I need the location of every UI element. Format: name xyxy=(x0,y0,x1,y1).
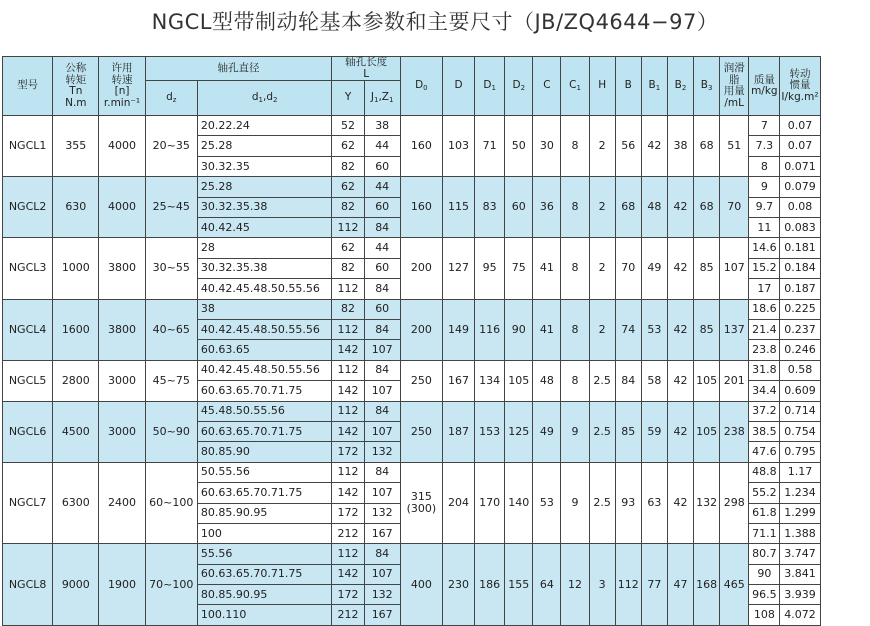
page-title: NGCL型带制动轮基本参数和主要尺寸（JB/ZQ4644−97） xyxy=(151,10,719,34)
cell-J1Z1: 60 xyxy=(364,197,400,217)
cell-d: 127 xyxy=(442,238,474,299)
cell-d1: 170 xyxy=(475,462,505,544)
cell-mass: 7 xyxy=(749,116,780,136)
cell-c1: 12 xyxy=(561,544,589,626)
cell-inertia: 0.071 xyxy=(780,156,820,176)
cell-b2: 42 xyxy=(667,462,693,544)
cell-torque: 630 xyxy=(53,177,99,238)
cell-J1Z1: 84 xyxy=(364,279,400,299)
cell-c1: 9 xyxy=(561,462,589,544)
table-row xyxy=(3,177,866,197)
cell-b1: 77 xyxy=(641,544,667,626)
cell-Y: 142 xyxy=(332,340,364,360)
cell-mass: 7.3 xyxy=(749,136,780,156)
cell-d2: 50 xyxy=(505,116,533,177)
cell-dz: 70~100 xyxy=(145,544,197,626)
cell-model: NGCL1 xyxy=(3,116,53,177)
cell-inertia: 0.187 xyxy=(780,279,820,299)
header-bore-diameter: 轴孔直径 xyxy=(145,57,332,81)
cell-Y: 82 xyxy=(332,299,364,319)
cell-Y: 82 xyxy=(332,197,364,217)
cell-torque: 6300 xyxy=(53,462,99,544)
cell-Y: 212 xyxy=(332,523,364,543)
cell-mass: 71.1 xyxy=(749,523,780,543)
cell-b3: 132 xyxy=(694,462,720,544)
cell-Y: 112 xyxy=(332,401,364,421)
cell-inertia: 0.181 xyxy=(780,238,820,258)
cell-grease: 201 xyxy=(720,360,749,401)
cell-d1d2: 60.63.65.70.71.75 xyxy=(197,381,332,401)
cell-mass: 15.2 xyxy=(749,258,780,278)
cell-Y: 172 xyxy=(332,503,364,523)
cell-Y: 142 xyxy=(332,483,364,503)
cell-d1d2: 25.28 xyxy=(197,177,332,197)
cell-inertia: 3.747 xyxy=(780,544,820,564)
cell-c1: 8 xyxy=(561,177,589,238)
cell-mass: 8 xyxy=(749,156,780,176)
cell-Y: 112 xyxy=(332,360,364,380)
table-row xyxy=(3,401,866,421)
cell-Y: 172 xyxy=(332,585,364,605)
cell-J1Z1: 132 xyxy=(364,585,400,605)
cell-Y: 212 xyxy=(332,605,364,625)
cell-J1Z1: 107 xyxy=(364,381,400,401)
cell-dz: 20~35 xyxy=(145,116,197,177)
cell-grease: 70 xyxy=(720,177,749,238)
cell-h: 2 xyxy=(589,238,615,299)
cell-inertia: 0.237 xyxy=(780,320,820,340)
cell-inertia: 0.184 xyxy=(780,258,820,278)
cell-J1Z1: 44 xyxy=(364,177,400,197)
cell-b: 70 xyxy=(615,238,641,299)
cell-d1d2: 100.110 xyxy=(197,605,332,625)
cell-d: 204 xyxy=(442,462,474,544)
cell-d1d2: 60.63.65 xyxy=(197,340,332,360)
header-dz: $d_z$ xyxy=(145,81,197,116)
cell-J1Z1: 84 xyxy=(364,544,400,564)
cell-Y: 112 xyxy=(332,544,364,564)
cell-d1: 116 xyxy=(475,299,505,360)
cell-mass: 38.5 xyxy=(749,421,780,441)
cell-c: 41 xyxy=(533,299,561,360)
cell-b1: 53 xyxy=(641,299,667,360)
cell-inertia: 0.609 xyxy=(780,381,820,401)
cell-d1: 83 xyxy=(475,177,505,238)
cell-mass: 61.8 xyxy=(749,503,780,523)
cell-d2: 105 xyxy=(505,360,533,401)
cell-Y: 142 xyxy=(332,564,364,584)
cell-inertia: 3.841 xyxy=(780,564,820,584)
cell-Y: 82 xyxy=(332,156,364,176)
cell-J1Z1: 44 xyxy=(364,136,400,156)
cell-d1d2: 30.32.35.38 xyxy=(197,258,332,278)
cell-b3: 85 xyxy=(694,299,720,360)
cell-d1d2: 80.85.90 xyxy=(197,442,332,462)
cell-b1: 48 xyxy=(641,177,667,238)
cell-d1d2: 40.42.45.48.50.55.56 xyxy=(197,279,332,299)
cell-inertia: 0.714 xyxy=(780,401,820,421)
cell-h: 2.5 xyxy=(589,360,615,401)
cell-b3: 168 xyxy=(694,544,720,626)
cell-inertia: 1.388 xyxy=(780,523,820,543)
cell-c1: 8 xyxy=(561,299,589,360)
cell-inertia: 0.07 xyxy=(780,136,820,156)
cell-d1d2: 100 xyxy=(197,523,332,543)
cell-J1Z1: 107 xyxy=(364,340,400,360)
cell-inertia: 3.939 xyxy=(780,585,820,605)
cell-mass: 11 xyxy=(749,218,780,238)
cell-mass: 48.8 xyxy=(749,462,780,482)
cell-Y: 112 xyxy=(332,462,364,482)
cell-J1Z1: 167 xyxy=(364,523,400,543)
cell-b2: 42 xyxy=(667,238,693,299)
cell-inertia: 0.07 xyxy=(780,116,820,136)
cell-d1d2: 50.55.56 xyxy=(197,462,332,482)
cell-c: 64 xyxy=(533,544,561,626)
cell-speed: 3000 xyxy=(99,401,145,462)
cell-d1d2: 28 xyxy=(197,238,332,258)
cell-mass: 37.2 xyxy=(749,401,780,421)
cell-inertia: 0.08 xyxy=(780,197,820,217)
header-torque: 公称 转矩 Tn N.m xyxy=(53,57,99,116)
cell-c: 48 xyxy=(533,360,561,401)
cell-Y: 82 xyxy=(332,258,364,278)
cell-mass: 18.6 xyxy=(749,299,780,319)
table-row xyxy=(3,360,866,380)
header-H: H xyxy=(589,57,615,116)
header-D: D xyxy=(442,57,474,116)
cell-d1: 95 xyxy=(475,238,505,299)
header-grease: 润滑 脂 用量 /mL xyxy=(720,57,749,116)
header-B: B xyxy=(615,57,641,116)
cell-h: 2 xyxy=(589,116,615,177)
cell-d1d2: 60.63.65.70.71.75 xyxy=(197,483,332,503)
cell-speed: 3000 xyxy=(99,360,145,401)
cell-b2: 47 xyxy=(667,544,693,626)
header-mass: 质量 m/kg xyxy=(749,57,780,116)
cell-speed: 4000 xyxy=(99,177,145,238)
cell-mass: 47.6 xyxy=(749,442,780,462)
header-D2: $D_2$ xyxy=(505,57,533,116)
cell-J1Z1: 132 xyxy=(364,442,400,462)
cell-mass: 9 xyxy=(749,177,780,197)
cell-inertia: 0.754 xyxy=(780,421,820,441)
cell-d: 149 xyxy=(442,299,474,360)
cell-c1: 8 xyxy=(561,238,589,299)
cell-d2: 140 xyxy=(505,462,533,544)
cell-c: 41 xyxy=(533,238,561,299)
cell-d0: 200 xyxy=(400,299,442,360)
table-body xyxy=(3,116,866,626)
cell-b1: 59 xyxy=(641,401,667,462)
cell-J1Z1: 132 xyxy=(364,503,400,523)
cell-mass: 34.4 xyxy=(749,381,780,401)
cell-torque: 355 xyxy=(53,116,99,177)
cell-J1Z1: 38 xyxy=(364,116,400,136)
cell-mass: 80.7 xyxy=(749,544,780,564)
cell-d0: 250 xyxy=(400,360,442,401)
cell-mass: 17 xyxy=(749,279,780,299)
cell-b2: 42 xyxy=(667,177,693,238)
cell-d2: 155 xyxy=(505,544,533,626)
cell-grease: 238 xyxy=(720,401,749,462)
cell-h: 2 xyxy=(589,177,615,238)
cell-J1Z1: 84 xyxy=(364,320,400,340)
cell-c1: 8 xyxy=(561,360,589,401)
cell-d1d2: 30.32.35 xyxy=(197,156,332,176)
cell-dz: 25~45 xyxy=(145,177,197,238)
cell-b2: 42 xyxy=(667,299,693,360)
cell-b1: 42 xyxy=(641,116,667,177)
cell-h: 2.5 xyxy=(589,462,615,544)
header-bore-length: 轴孔长度 L xyxy=(332,57,400,81)
cell-h: 2 xyxy=(589,299,615,360)
cell-dz: 30~55 xyxy=(145,238,197,299)
cell-b: 112 xyxy=(615,544,641,626)
cell-b3: 68 xyxy=(694,177,720,238)
table-row xyxy=(3,462,866,482)
cell-d: 103 xyxy=(442,116,474,177)
cell-d1d2: 40.42.45.48.50.55.56 xyxy=(197,360,332,380)
cell-b3: 68 xyxy=(694,116,720,177)
cell-model: NGCL5 xyxy=(3,360,53,401)
cell-grease: 107 xyxy=(720,238,749,299)
cell-J1Z1: 84 xyxy=(364,462,400,482)
cell-inertia: 1.234 xyxy=(780,483,820,503)
cell-d0: 200 xyxy=(400,238,442,299)
table-row xyxy=(3,299,866,319)
header-C1: $C_1$ xyxy=(561,57,589,116)
cell-d1d2: 38 xyxy=(197,299,332,319)
cell-d1d2: 80.85.90.95 xyxy=(197,585,332,605)
cell-speed: 3800 xyxy=(99,299,145,360)
cell-dz: 50~90 xyxy=(145,401,197,462)
cell-grease: 51 xyxy=(720,116,749,177)
cell-J1Z1: 60 xyxy=(364,258,400,278)
cell-mass: 14.6 xyxy=(749,238,780,258)
header-J1Z1: $J_1,Z_1$ xyxy=(364,81,400,116)
cell-mass: 108 xyxy=(749,605,780,625)
cell-d1d2: 30.32.35.38 xyxy=(197,197,332,217)
cell-b: 68 xyxy=(615,177,641,238)
cell-speed: 1900 xyxy=(99,544,145,626)
cell-J1Z1: 107 xyxy=(364,421,400,441)
cell-b2: 42 xyxy=(667,360,693,401)
cell-speed: 2400 xyxy=(99,462,145,544)
cell-Y: 62 xyxy=(332,238,364,258)
cell-inertia: 0.58 xyxy=(780,360,820,380)
cell-d2: 90 xyxy=(505,299,533,360)
cell-b: 56 xyxy=(615,116,641,177)
cell-h: 3 xyxy=(589,544,615,626)
cell-h: 2.5 xyxy=(589,401,615,462)
header-speed: 许用 转速 [n] r.min⁻¹ xyxy=(99,57,145,116)
cell-mass: 31.8 xyxy=(749,360,780,380)
cell-d1: 71 xyxy=(475,116,505,177)
cell-b: 85 xyxy=(615,401,641,462)
cell-d1d2: 45.48.50.55.56 xyxy=(197,401,332,421)
cell-model: NGCL6 xyxy=(3,401,53,462)
cell-J1Z1: 84 xyxy=(364,218,400,238)
cell-b: 74 xyxy=(615,299,641,360)
header-inertia: 转动 惯量 I/kg.m² xyxy=(780,57,820,116)
cell-grease: 137 xyxy=(720,299,749,360)
cell-torque: 1600 xyxy=(53,299,99,360)
cell-d0: 400 xyxy=(400,544,442,626)
cell-model: NGCL4 xyxy=(3,299,53,360)
cell-d: 187 xyxy=(442,401,474,462)
cell-d: 230 xyxy=(442,544,474,626)
table-row xyxy=(3,238,866,258)
cell-inertia: 0.083 xyxy=(780,218,820,238)
header-B3: $B_3$ xyxy=(694,57,720,116)
cell-Y: 142 xyxy=(332,381,364,401)
cell-inertia: 1.17 xyxy=(780,462,820,482)
cell-c: 49 xyxy=(533,401,561,462)
cell-Y: 62 xyxy=(332,136,364,156)
cell-Y: 112 xyxy=(332,279,364,299)
cell-speed: 4000 xyxy=(99,116,145,177)
cell-model: NGCL2 xyxy=(3,177,53,238)
cell-d2: 75 xyxy=(505,238,533,299)
cell-b3: 85 xyxy=(694,238,720,299)
cell-inertia: 0.795 xyxy=(780,442,820,462)
cell-d1d2: 60.63.65.70.71.75 xyxy=(197,564,332,584)
header-C: C xyxy=(533,57,561,116)
cell-Y: 172 xyxy=(332,442,364,462)
cell-d1: 153 xyxy=(475,401,505,462)
cell-d1: 134 xyxy=(475,360,505,401)
cell-J1Z1: 60 xyxy=(364,156,400,176)
cell-mass: 55.2 xyxy=(749,483,780,503)
cell-inertia: 1.299 xyxy=(780,503,820,523)
cell-mass: 96.5 xyxy=(749,585,780,605)
header-D0: $D_0$ xyxy=(400,57,442,116)
cell-Y: 52 xyxy=(332,116,364,136)
cell-grease: 298 xyxy=(720,462,749,544)
cell-J1Z1: 107 xyxy=(364,564,400,584)
cell-c: 53 xyxy=(533,462,561,544)
header-B1: $B_1$ xyxy=(641,57,667,116)
cell-c: 36 xyxy=(533,177,561,238)
cell-d: 167 xyxy=(442,360,474,401)
cell-d1d2: 60.63.65.70.71.75 xyxy=(197,421,332,441)
cell-c1: 8 xyxy=(561,116,589,177)
cell-b2: 38 xyxy=(667,116,693,177)
cell-mass: 21.4 xyxy=(749,320,780,340)
cell-b2: 42 xyxy=(667,401,693,462)
cell-inertia: 4.072 xyxy=(780,605,820,625)
header-d1d2: $d_1,d_2$ xyxy=(197,81,332,116)
cell-d: 115 xyxy=(442,177,474,238)
header-Y: Y xyxy=(332,81,364,116)
cell-Y: 142 xyxy=(332,421,364,441)
cell-d0: 315 (300) xyxy=(400,462,442,544)
cell-mass: 90 xyxy=(749,564,780,584)
cell-b1: 49 xyxy=(641,238,667,299)
cell-mass: 9.7 xyxy=(749,197,780,217)
cell-inertia: 0.246 xyxy=(780,340,820,360)
cell-b: 84 xyxy=(615,360,641,401)
table-row xyxy=(3,544,866,564)
cell-Y: 112 xyxy=(332,218,364,238)
cell-model: NGCL3 xyxy=(3,238,53,299)
cell-torque: 9000 xyxy=(53,544,99,626)
cell-mass: 23.8 xyxy=(749,340,780,360)
cell-c: 30 xyxy=(533,116,561,177)
cell-speed: 3800 xyxy=(99,238,145,299)
cell-torque: 2800 xyxy=(53,360,99,401)
cell-d1d2: 40.42.45 xyxy=(197,218,332,238)
cell-d2: 125 xyxy=(505,401,533,462)
cell-J1Z1: 84 xyxy=(364,360,400,380)
cell-d1d2: 80.85.90.95 xyxy=(197,503,332,523)
cell-dz: 60~100 xyxy=(145,462,197,544)
cell-J1Z1: 44 xyxy=(364,238,400,258)
cell-b1: 58 xyxy=(641,360,667,401)
cell-d1d2: 20.22.24 xyxy=(197,116,332,136)
cell-b3: 105 xyxy=(694,401,720,462)
cell-b1: 63 xyxy=(641,462,667,544)
cell-torque: 1000 xyxy=(53,238,99,299)
cell-d1d2: 55.56 xyxy=(197,544,332,564)
cell-d1d2: 25.28 xyxy=(197,136,332,156)
cell-J1Z1: 167 xyxy=(364,605,400,625)
cell-dz: 45~75 xyxy=(145,360,197,401)
header-B2: $B_2$ xyxy=(667,57,693,116)
cell-J1Z1: 107 xyxy=(364,483,400,503)
header-model: 型号 xyxy=(3,57,53,116)
cell-d0: 160 xyxy=(400,177,442,238)
table-row xyxy=(3,116,866,136)
cell-d0: 250 xyxy=(400,401,442,462)
cell-torque: 4500 xyxy=(53,401,99,462)
parameter-table xyxy=(2,56,866,626)
cell-c1: 9 xyxy=(561,401,589,462)
cell-grease: 465 xyxy=(720,544,749,626)
cell-dz: 40~65 xyxy=(145,299,197,360)
cell-d1: 186 xyxy=(475,544,505,626)
cell-inertia: 0.225 xyxy=(780,299,820,319)
header-D1: $D_1$ xyxy=(475,57,505,116)
cell-b3: 105 xyxy=(694,360,720,401)
cell-model: NGCL8 xyxy=(3,544,53,626)
cell-model: NGCL7 xyxy=(3,462,53,544)
cell-d2: 60 xyxy=(505,177,533,238)
cell-Y: 112 xyxy=(332,320,364,340)
cell-b: 93 xyxy=(615,462,641,544)
cell-d0: 160 xyxy=(400,116,442,177)
cell-J1Z1: 84 xyxy=(364,401,400,421)
cell-inertia: 0.079 xyxy=(780,177,820,197)
cell-J1Z1: 60 xyxy=(364,299,400,319)
cell-Y: 62 xyxy=(332,177,364,197)
cell-d1d2: 40.42.45.48.50.55.56 xyxy=(197,320,332,340)
